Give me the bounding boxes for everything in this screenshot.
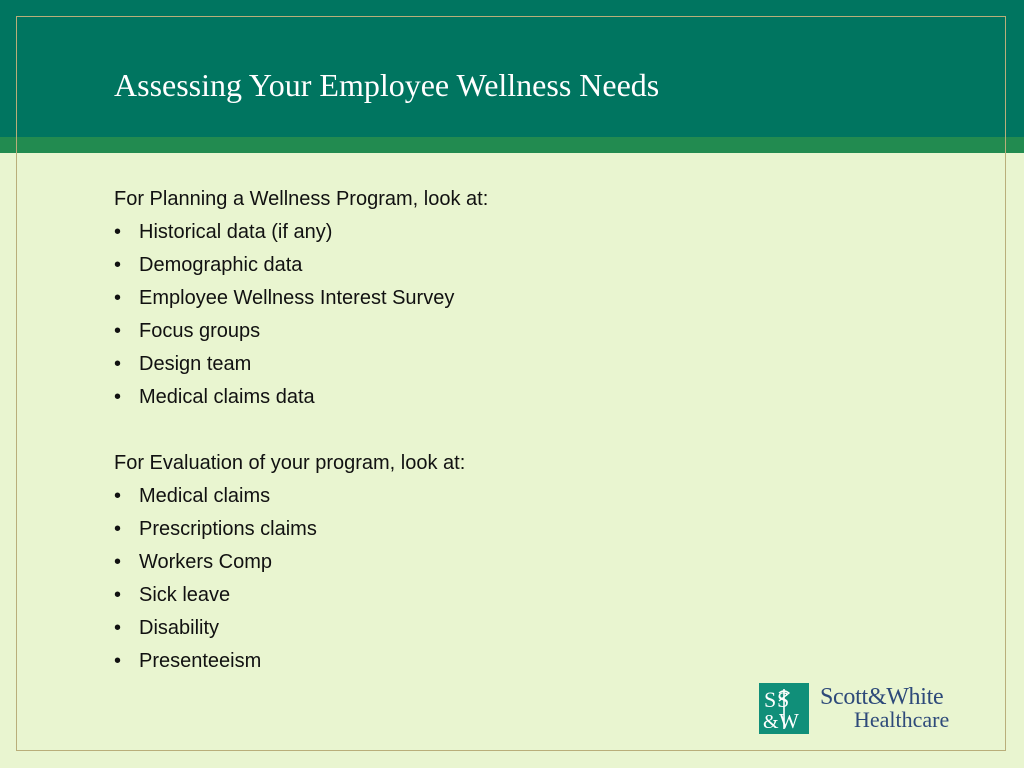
- list-item-text: Focus groups: [139, 320, 261, 342]
- evaluation-list: [114, 480, 714, 678]
- accent-band: [0, 137, 1024, 153]
- svg-text:S: S: [777, 686, 790, 712]
- logo-wordmark: [820, 685, 949, 731]
- bullet-icon: •: [114, 617, 122, 639]
- bullet-icon: •: [114, 485, 122, 507]
- list-item: [114, 612, 714, 645]
- list-item-text: Medical claims: [139, 485, 271, 507]
- logo-line-1: Scott&White: [820, 684, 944, 710]
- slide-content: [114, 183, 714, 678]
- bullet-icon: •: [114, 650, 122, 672]
- svg-text:&: &: [763, 710, 779, 732]
- bullet-icon: •: [114, 254, 122, 276]
- svg-text:S: S: [764, 686, 777, 712]
- scott-white-logo: [759, 682, 949, 734]
- list-item: [114, 579, 714, 612]
- list-item: [114, 381, 714, 414]
- svg-text:W: W: [779, 708, 799, 732]
- list-item: [114, 645, 714, 678]
- list-item: [114, 348, 714, 381]
- list-item: [114, 216, 714, 249]
- list-item: [114, 546, 714, 579]
- bullet-icon: •: [114, 320, 122, 342]
- evaluation-heading: For Evaluation of your program, look at:: [114, 452, 466, 474]
- slide-title: Assessing Your Employee Wellness Needs: [114, 67, 660, 103]
- list-item-text: Historical data (if any): [139, 221, 333, 243]
- bullet-icon: •: [114, 221, 122, 243]
- logo-line-2: Healthcare: [854, 707, 950, 732]
- planning-heading: For Planning a Wellness Program, look at:: [114, 188, 489, 210]
- bullet-icon: •: [114, 518, 122, 540]
- list-item-text: Prescriptions claims: [139, 518, 317, 540]
- bullet-icon: •: [114, 287, 122, 309]
- bullet-icon: •: [114, 353, 122, 375]
- list-item-text: Presenteeism: [139, 650, 262, 672]
- list-item-text: Workers Comp: [139, 551, 272, 573]
- list-item: [114, 480, 714, 513]
- list-item-text: Sick leave: [139, 584, 231, 606]
- bullet-icon: •: [114, 551, 122, 573]
- list-item-text: Employee Wellness Interest Survey: [139, 287, 455, 309]
- list-item-text: Design team: [139, 353, 252, 375]
- list-item: [114, 282, 714, 315]
- logo-mark-icon: [759, 683, 809, 734]
- staff-emblem-icon: [761, 685, 807, 732]
- list-item-text: Medical claims data: [139, 386, 315, 408]
- bullet-icon: •: [114, 584, 122, 606]
- list-item: [114, 315, 714, 348]
- section-spacer: [114, 414, 714, 447]
- planning-list: [114, 216, 714, 414]
- bullet-icon: •: [114, 386, 122, 408]
- list-item: [114, 249, 714, 282]
- list-item-text: Disability: [139, 617, 220, 639]
- list-item: [114, 513, 714, 546]
- list-item-text: Demographic data: [139, 254, 303, 276]
